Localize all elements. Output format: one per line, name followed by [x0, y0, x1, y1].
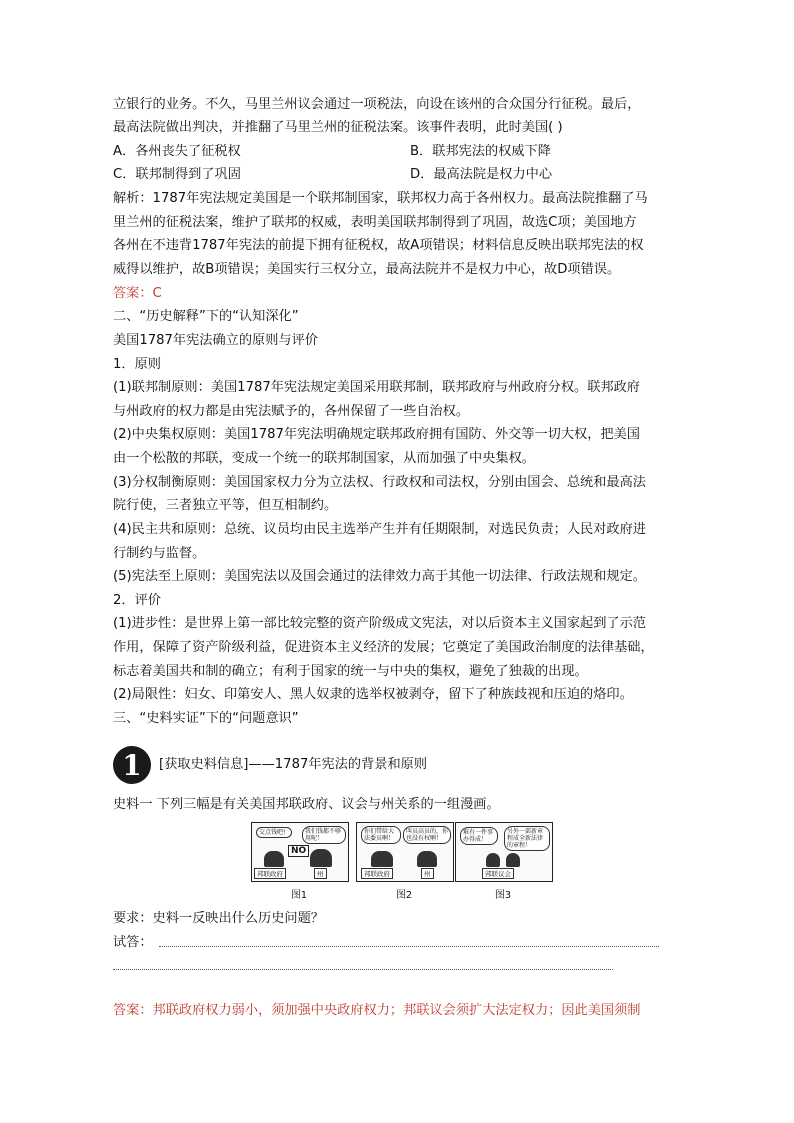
speech-bubble: 叫员高员的，你也没有权啊！ — [403, 826, 451, 844]
answer-line-2[interactable] — [113, 969, 613, 970]
evaluation-1-line-2: 作用，保障了资产阶级利益，促进资本主义经济的发展；它奠定了美国政治制度的法律基础， — [113, 640, 654, 655]
principle-2-line-1: (2)中央集权原则：美国1787年宪法明确规定联邦政府拥有国防、外交等一切大权，把美国 — [113, 427, 640, 442]
figure-person-icon — [371, 851, 393, 867]
option-d: D．最高法院是权力中心 — [410, 167, 553, 182]
tag-state: 州 — [421, 868, 434, 879]
box-heading: [获取史料信息]——1787年宪法的背景和原则 — [159, 757, 428, 772]
explanation-line-3: 各州在不违背1787年宪法的前提下拥有征税权，故A项错误；材料信息反映出联邦宪法的权 — [113, 238, 644, 253]
option-b: B．联邦宪法的权威下降 — [410, 144, 551, 159]
cartoon-figure-1 — [251, 822, 349, 882]
speech-bubble: 交点钱吧! — [256, 827, 292, 838]
explanation-line-4: 威得以维护，故B项错误；美国实行三权分立，最高法院并不是权力中心，故D项错误。 — [113, 262, 621, 277]
evaluation-2: (2)局限性：妇女、印第安人、黑人奴隶的选举权被剥夺，留下了种族歧视和压迫的烙印。 — [113, 687, 633, 702]
speech-bubble: 我们钱都不够用呢！ — [302, 826, 346, 844]
cartoon-figure-3 — [455, 822, 553, 882]
question-text-line-1: 立银行的业务。不久，马里兰州议会通过一项税法，向设在该州的合众国分行征税。最后， — [113, 97, 641, 112]
principle-4-line-1: (4)民主共和原则：总统、议员均由民主选举产生并有任期限制，对选民负责；人民对政府进 — [113, 522, 646, 537]
caption-figure-3: 图3 — [494, 890, 512, 901]
speech-bubble: 难有一件事办得成！ — [460, 827, 498, 845]
evaluation-1-line-3: 标志着美国共和制的确立；有利于国家的统一与中央的集权，避免了独裁的出现。 — [113, 664, 588, 679]
caption-figure-2: 图2 — [395, 890, 413, 901]
answer-line-1[interactable] — [159, 946, 659, 947]
evaluation-1-line-1: (1)进步性：是世界上第一部比较完整的资产阶级成文宪法，对以后资本主义国家起到了示范 — [113, 616, 646, 631]
explanation-line-2: 里兰州的征税法案，维护了联邦的权威，表明美国联邦制得到了巩固，故选C项；美国地方 — [113, 215, 637, 230]
requirement-text: 要求：史料一反映出什么历史问题？ — [113, 911, 324, 926]
figure-person-icon — [506, 853, 520, 867]
caption-figure-1: 图1 — [290, 890, 308, 901]
figure-person-icon — [310, 849, 332, 867]
tag-confederation-government: 邦联政府 — [254, 868, 286, 879]
option-c: C．联邦制得到了巩固 — [113, 167, 241, 182]
principle-3-line-2: 院行使，三者独立平等，但互相制约。 — [113, 498, 338, 513]
cartoon-figure-2 — [356, 822, 454, 882]
principle-1-line-2: 与州政府的权力都是由宪法赋予的，各州保留了一些自治权。 — [113, 404, 470, 419]
principle-1-line-1: (1)联邦制原则：美国1787年宪法规定美国采用联邦制，联邦政府与州政府分权。联邦政府 — [113, 380, 640, 395]
figure-person-icon — [486, 853, 500, 867]
heading-principles: 1．原则 — [113, 357, 161, 372]
section-3-heading: 三、“史料实证”下的“问题意识” — [113, 711, 299, 726]
heading-evaluation: 2．评价 — [113, 593, 161, 608]
section-2-heading: 二、“历史解释”下的“认知深化” — [113, 309, 299, 324]
explanation-line-1: 解析：1787年宪法规定美国是一个联邦制国家，联邦权力高于各州权力。最高法院推翻了马 — [113, 191, 648, 206]
principle-5: (5)宪法至上原则：美国宪法以及国会通过的法律效力高于其他一切法律、行政法规和规定。 — [113, 569, 646, 584]
figure-person-icon — [264, 851, 284, 867]
principle-2-line-2: 由一个松散的邦联，变成一个统一的联邦制国家，从而加强了中央集权。 — [113, 451, 535, 466]
no-sign: NO — [288, 845, 309, 857]
speech-bubble: 另外一部新章程成全新法律的章程！ — [504, 826, 550, 851]
principle-4-line-2: 行制约与监督。 — [113, 546, 206, 561]
speech-bubble: 你们带给大法委员啊！ — [361, 826, 401, 844]
answer-2: 答案：邦联政府权力弱小，须加强中央政府权力；邦联议会须扩大法定权力；因此美国须制 — [113, 1003, 641, 1018]
answer-prompt: 试答： — [113, 935, 153, 950]
tag-confederation-government: 邦联政府 — [361, 868, 393, 879]
option-a: A．各州丧失了征税权 — [113, 144, 241, 159]
topic-heading: 美国1787年宪法确立的原则与评价 — [113, 333, 318, 348]
question-text-line-2: 最高法院做出判决，并推翻了马里兰州的征税法案。该事件表明，此时美国( ) — [113, 120, 563, 135]
answer-1: 答案：C — [113, 286, 162, 301]
tag-state: 州 — [314, 868, 327, 879]
source-1-text: 史料一 下列三幅是有关美国邦联政府、议会与州关系的一组漫画。 — [113, 797, 500, 812]
figure-person-icon — [417, 851, 437, 867]
tag-confederation-congress: 邦联议会 — [482, 868, 514, 879]
principle-3-line-1: (3)分权制衡原则：美国国家权力分为立法权、行政权和司法权，分别由国会、总统和最高法 — [113, 475, 646, 490]
number-circle-icon: 1 — [113, 746, 151, 784]
